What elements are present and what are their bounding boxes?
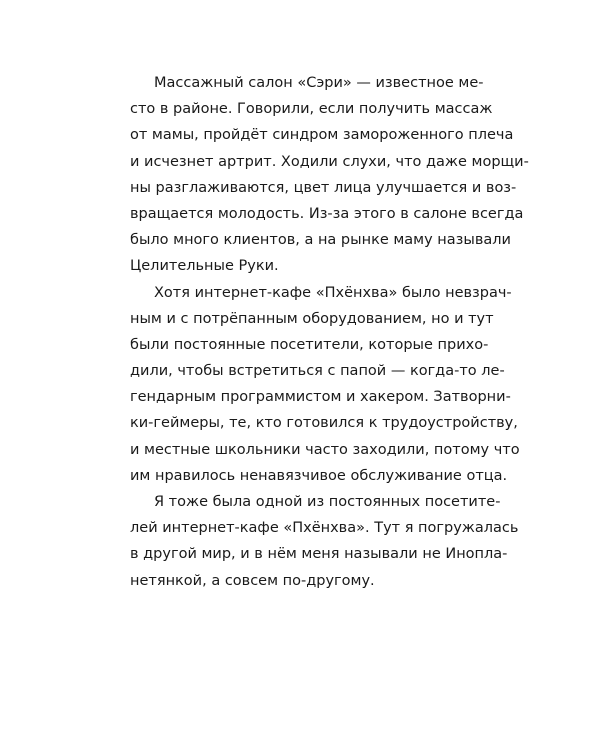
text-line: в другой мир, и в нём меня называли не Инопла- <box>130 546 508 563</box>
text-line: лей интернет-кафе «Пхёнхва». Тут я погружалась <box>130 520 519 537</box>
text-line: вращается молодость. Из-за этого в салоне всегда <box>130 205 524 222</box>
text-line: Я тоже была одной из постоянных посетите- <box>154 494 501 510</box>
text-line: дили, чтобы встретиться с папой — когда-то ле- <box>130 363 505 380</box>
text-line: ки-геймеры, те, кто готовился к трудоустройству, <box>130 415 518 432</box>
text-line: и местные школьники часто заходили, потому что <box>130 441 520 458</box>
text-line: Целительные Руки. <box>130 258 279 275</box>
paragraph-1 <box>130 70 529 280</box>
text-line: ны разглаживаются, цвет лица улучшается и воз- <box>130 179 517 196</box>
text-line: им нравилось ненавязчивое обслуживание отца. <box>130 467 508 484</box>
text-line: от мамы, пройдёт синдром замороженного плеча <box>130 127 514 144</box>
paragraph-2 <box>130 280 520 490</box>
text-line: Хотя интернет-кафе «Пхёнхва» было невзрач- <box>154 284 512 301</box>
text-line: ным и с потрёпанным оборудованием, но и тут <box>130 310 494 327</box>
body-text <box>130 70 529 594</box>
text-line: гендарным программистом и хакером. Затворни- <box>130 389 511 406</box>
text-line: было много клиентов, а на рынке маму называли <box>130 232 511 249</box>
text-line: Массажный салон «Сэри» — известное ме- <box>154 75 484 91</box>
paragraph-3 <box>130 489 519 594</box>
text-line: нетянкой, а совсем по-другому. <box>130 572 375 589</box>
text-line: были постоянные посетители, которые прихо- <box>130 336 489 353</box>
text-line: сто в районе. Говорили, если получить массаж <box>130 101 493 118</box>
text-line: и исчезнет артрит. Ходили слухи, что даже морщи- <box>130 153 529 170</box>
